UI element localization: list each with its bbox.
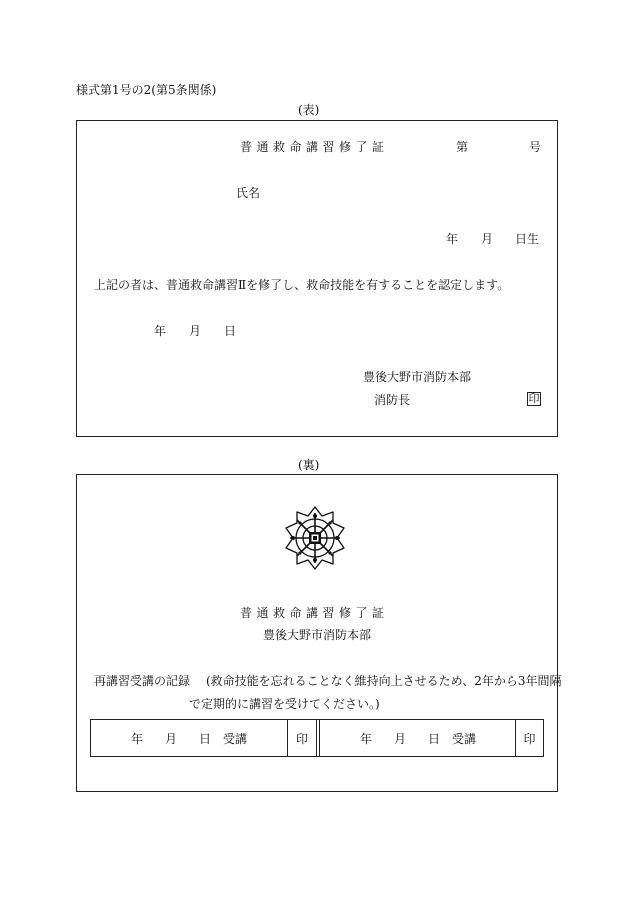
- record-seal-cell: 印: [295, 731, 308, 746]
- front-side-label: (表): [298, 103, 320, 117]
- fire-department-emblem-icon: [281, 504, 349, 572]
- birth-month-label: 月: [481, 232, 494, 246]
- certification-statement: 上記の者は、普通救命講習Ⅱを修了し、救命技能を有することを認定します。: [94, 278, 510, 292]
- record-year-label: 年: [130, 731, 143, 746]
- issue-year-label: 年: [154, 324, 167, 338]
- retraining-note-line1: (救命技能を忘れることなく維持向上させるため、2年から3年間隔: [206, 674, 562, 688]
- table-row: [91, 720, 287, 756]
- record-month-label: 月: [164, 731, 177, 746]
- retraining-record-label: 再講習受講の記録: [94, 674, 191, 688]
- birth-day-label: 日生: [515, 232, 540, 246]
- retraining-note-line2: で定期的に講習を受けてください。): [189, 697, 380, 711]
- back-organization: 豊後大野市消防本部: [263, 628, 372, 642]
- certificate-number-suffix: 号: [529, 140, 542, 154]
- retraining-record-table: [90, 719, 544, 757]
- front-certificate-title: 普通救命講習修了証: [240, 140, 389, 154]
- issue-day-label: 日: [224, 324, 237, 338]
- record-seal-cell: 印: [523, 731, 536, 746]
- issuer-title: 消防長: [374, 393, 411, 407]
- birth-year-label: 年: [446, 232, 459, 246]
- record-year-label: 年: [359, 731, 372, 746]
- issuer-organization: 豊後大野市消防本部: [363, 370, 472, 384]
- record-action-label: 受講: [222, 731, 247, 746]
- certificate-number-prefix: 第: [456, 140, 469, 154]
- record-day-label: 日: [198, 731, 211, 746]
- back-side-label: (裏): [298, 458, 320, 472]
- form-number: 様式第1号の2(第5条関係): [76, 83, 217, 97]
- record-day-label: 日: [427, 731, 440, 746]
- record-action-label: 受講: [451, 731, 476, 746]
- issue-month-label: 月: [189, 324, 202, 338]
- back-certificate-title: 普通救命講習修了証: [240, 606, 389, 620]
- seal-mark: 印: [528, 392, 540, 405]
- record-month-label: 月: [393, 731, 406, 746]
- name-label: 氏名: [236, 186, 261, 200]
- table-row: [320, 720, 516, 756]
